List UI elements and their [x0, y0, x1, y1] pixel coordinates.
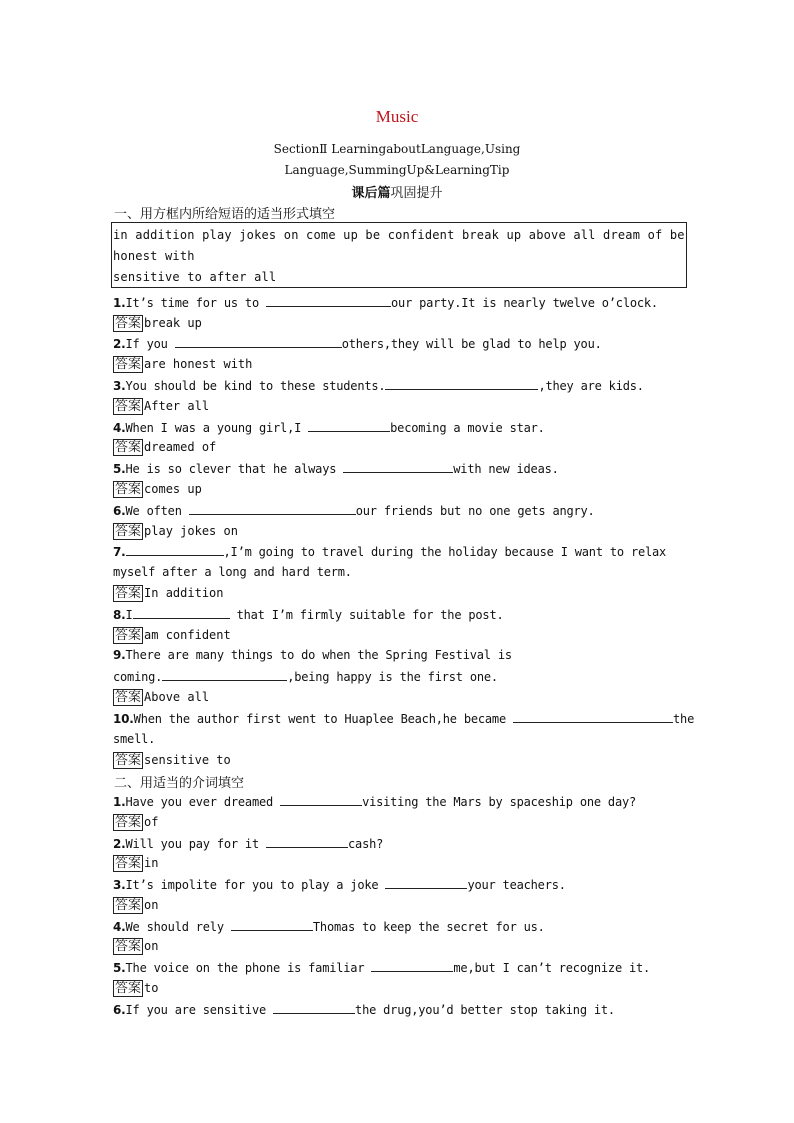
answer-blank[interactable]: [385, 877, 467, 889]
answer-blank[interactable]: [266, 295, 391, 307]
p2-question-3: 3.It’s impolite for you to play a joke your teachers.: [113, 878, 566, 892]
part2-heading: 二、用适当的介词填空: [114, 776, 245, 791]
answer-blank[interactable]: [266, 836, 348, 848]
question-4: 4.When I was a young girl,I becoming a movie star.: [113, 421, 545, 435]
question-3: 3.You should be kind to these students. ,they are kids.: [113, 379, 644, 393]
answer-tag: 答案: [115, 440, 142, 455]
answer-4: 答案 dreamed of: [115, 440, 217, 455]
answer-9: 答案 Above all: [115, 690, 210, 705]
answer-5: 答案 comes up: [115, 482, 202, 497]
question-5: 5.He is so clever that he always with new ideas.: [113, 462, 559, 476]
question-7-cont: myself after a long and hard term.: [113, 565, 352, 579]
answer-blank[interactable]: [231, 919, 313, 931]
answer-7: 答案 In addition: [115, 586, 224, 601]
answer-tag: 答案: [115, 399, 142, 414]
answer-blank[interactable]: [343, 461, 453, 473]
question-2: 2.If you others,they will be glad to help you.: [113, 337, 602, 351]
answer-blank[interactable]: [385, 378, 538, 390]
answer-tag: 答案: [115, 753, 142, 768]
answer-6: 答案 play jokes on: [115, 524, 238, 539]
answer-tag: 答案: [115, 316, 142, 331]
answer-tag: 答案: [115, 586, 142, 601]
p2-question-5: 5.The voice on the phone is familiar me,but I can’t recognize it.: [113, 961, 651, 975]
exercise-heading: [0, 182, 794, 201]
answer-blank[interactable]: [371, 960, 453, 972]
phrase-box-line3: sensitive to after all: [113, 270, 277, 284]
p2-answer-5: 答案 to: [115, 981, 159, 996]
p2-question-1: 1.Have you ever dreamed visiting the Mars by spaceship one day?: [113, 795, 637, 809]
answer-tag: 答案: [115, 856, 142, 871]
question-8: 8.I that I’m firmly suitable for the post.: [113, 608, 504, 622]
section-subtitle-cont: Language,SummingUp&LearningTip: [284, 163, 510, 177]
answer-10: 答案 sensitive to: [115, 753, 231, 768]
question-1: 1.It’s time for us to our party.It is nearly twelve o’clock.: [113, 296, 658, 310]
exercise-heading-bold: 课后篇: [351, 186, 391, 201]
question-9-cont: coming. ,being happy is the first one.: [113, 670, 498, 684]
answer-blank[interactable]: [308, 420, 390, 432]
answer-tag: 答案: [115, 628, 142, 643]
phrase-box-line2: honest with: [113, 249, 195, 263]
answer-tag: 答案: [115, 482, 142, 497]
answer-1: 答案 break up: [115, 316, 202, 331]
p2-answer-2: 答案 in: [115, 856, 159, 871]
p2-question-6: 6.If you are sensitive the drug,you’d better stop taking it.: [113, 1003, 615, 1017]
answer-tag: 答案: [115, 898, 142, 913]
p2-question-2: 2.Will you pay for it cash?: [113, 837, 384, 851]
answer-3: 答案 After all: [115, 399, 210, 414]
p2-question-4: 4.We should rely Thomas to keep the secret for us.: [113, 920, 545, 934]
answer-tag: 答案: [115, 357, 142, 372]
question-10: 10.When the author first went to Huaplee Beach,he became the: [113, 712, 695, 726]
answer-8: 答案 am confident: [115, 628, 231, 643]
answer-tag: 答案: [115, 524, 142, 539]
answer-blank[interactable]: [175, 336, 342, 348]
phrase-box-line1: in addition play jokes on come up be confident break up above all dream of be: [113, 228, 685, 242]
question-6: 6.We often our friends but no one gets angry.: [113, 504, 595, 518]
answer-blank[interactable]: [126, 544, 224, 556]
answer-tag: 答案: [115, 981, 142, 996]
answer-blank[interactable]: [513, 711, 673, 723]
question-10-cont: smell.: [113, 732, 156, 746]
page-title: Music: [375, 107, 419, 126]
part1-heading: 一、用方框内所给短语的适当形式填空: [114, 207, 336, 222]
p2-answer-4: 答案 on: [115, 939, 159, 954]
answer-2: 答案 are honest with: [115, 357, 253, 372]
p2-answer-3: 答案 on: [115, 898, 159, 913]
answer-tag: 答案: [115, 939, 142, 954]
answer-blank[interactable]: [133, 607, 230, 619]
answer-tag: 答案: [115, 690, 142, 705]
answer-blank[interactable]: [273, 1002, 355, 1014]
question-7: 7. ,I’m going to travel during the holiday because I want to relax: [113, 545, 667, 559]
section-subtitle: SectionⅡ LearningaboutLanguage,Using: [273, 142, 521, 156]
p2-answer-1: 答案 of: [115, 815, 159, 830]
answer-blank[interactable]: [162, 669, 287, 681]
question-9: 9.There are many things to do when the Spring Festival is: [113, 648, 512, 662]
answer-blank[interactable]: [280, 794, 362, 806]
answer-tag: 答案: [115, 815, 142, 830]
answer-blank[interactable]: [189, 503, 356, 515]
exercise-heading-rest: 巩固提升: [390, 186, 443, 201]
